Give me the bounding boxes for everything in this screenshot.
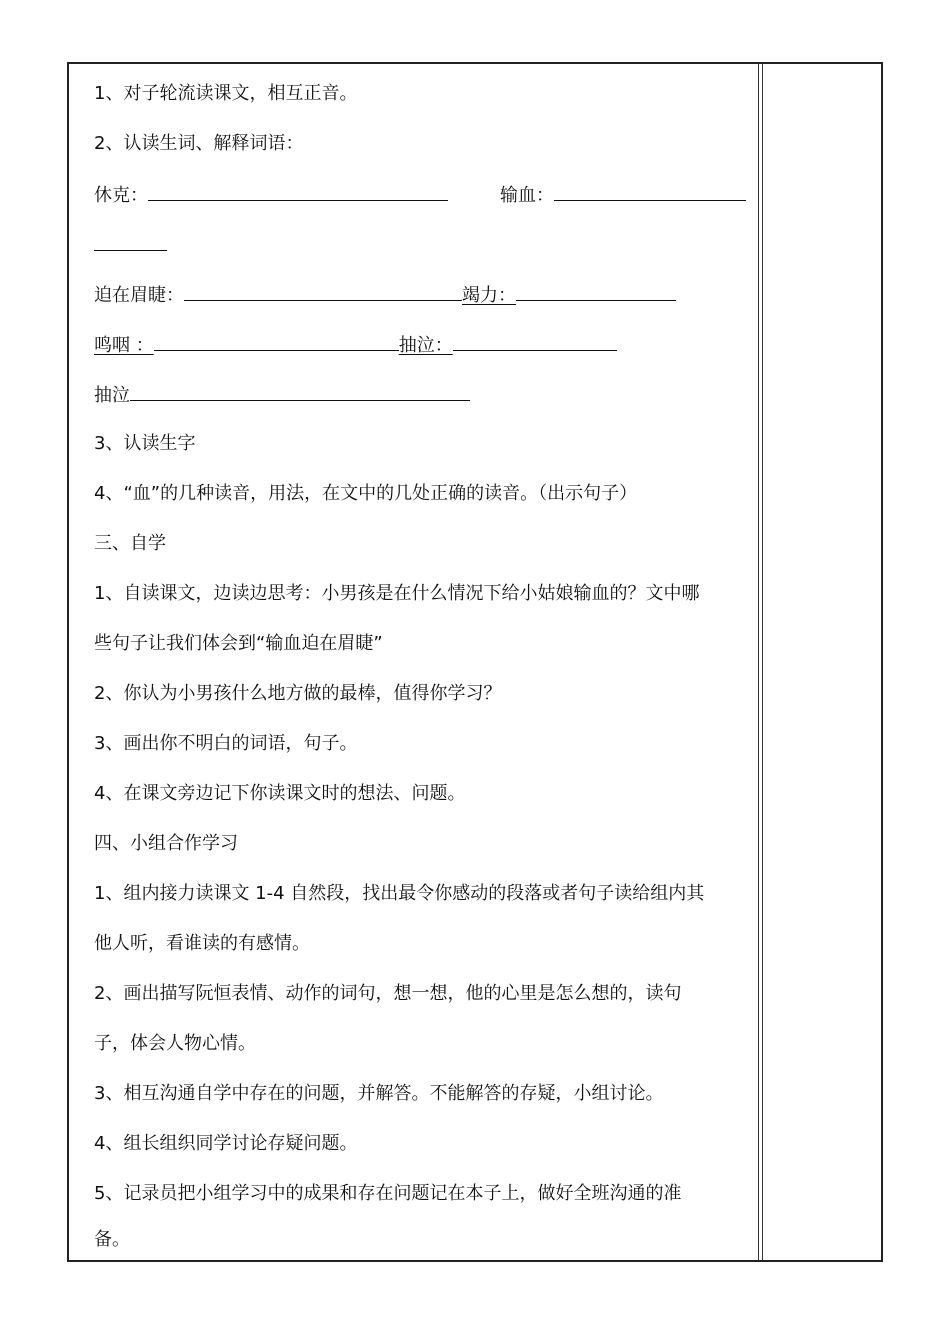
step-4: 4、“血”的几种读音，用法，在文中的几处正确的读音。（出示句子） [94,483,638,504]
self-study-1b: 些句子让我们体会到“输血迫在眉睫” [94,633,383,654]
step-2: 2、认读生词、解释词语： [94,133,304,154]
vocab-row-1 [94,182,746,208]
blank-shuxue [554,182,746,201]
blank-shuxue-cont [94,232,167,251]
section-3-heading: 三、自学 [94,533,166,554]
vocab-xiuke: 休克： [94,185,148,206]
group-study-2a: 2、画出描写阮恒表情、动作的词句，想一想，他的心里是怎么想的，读句 [94,983,682,1004]
column-divider-2 [762,64,763,1260]
blank-chouqi-2 [130,382,470,401]
group-study-3: 3、相互沟通自学中存在的问题，并解答。不能解答的存疑，小组讨论。 [94,1083,664,1104]
vocab-chouqi-1: 抽泣： [398,335,453,356]
group-study-2b: 子，体会人物心情。 [94,1033,256,1054]
blank-xiuke [148,182,448,201]
vocab-row-3 [94,332,617,358]
group-study-1a: 1、组内接力读课文 1-4 自然段，找出最令你感动的段落或者句子读给组内其 [94,883,705,904]
group-study-4: 4、组长组织同学讨论存疑问题。 [94,1133,358,1154]
blank-chouqi-1 [453,332,617,351]
group-study-5b: 备。 [94,1229,130,1250]
vocab-chouqi-2: 抽泣 [94,385,130,406]
self-study-3: 3、画出你不明白的词语，句子。 [94,733,358,754]
blank-wuyan [154,332,399,351]
step-1: 1、对子轮流读课文，相互正音。 [94,83,358,104]
blank-pozai [184,282,462,301]
blank-jieli [516,282,676,301]
vocab-row-1-cont [94,232,167,258]
vocab-shuxue: 输血： [500,185,554,206]
self-study-1a: 1、自读课文，边读边思考：小男孩是在什么情况下给小姑娘输血的？文中哪 [94,583,700,604]
group-study-5a: 5、记录员把小组学习中的成果和存在问题记在本子上，做好全班沟通的准 [94,1183,682,1204]
vocab-wuyan: 鸣咽 ： [94,335,154,356]
vocab-row-4 [94,382,470,408]
self-study-4: 4、在课文旁边记下你读课文时的想法、问题。 [94,783,466,804]
vocab-row-2 [94,282,676,308]
vocab-jieli: 竭力： [462,285,516,306]
group-study-1b: 他人听，看谁读的有感情。 [94,933,310,954]
self-study-2: 2、你认为小男孩什么地方做的最棒，值得你学习？ [94,683,502,704]
column-divider-1 [758,64,759,1260]
step-3: 3、认读生字 [94,433,196,454]
section-4-heading: 四、小组合作学习 [94,833,238,854]
vocab-pozai: 迫在眉睫： [94,285,184,306]
